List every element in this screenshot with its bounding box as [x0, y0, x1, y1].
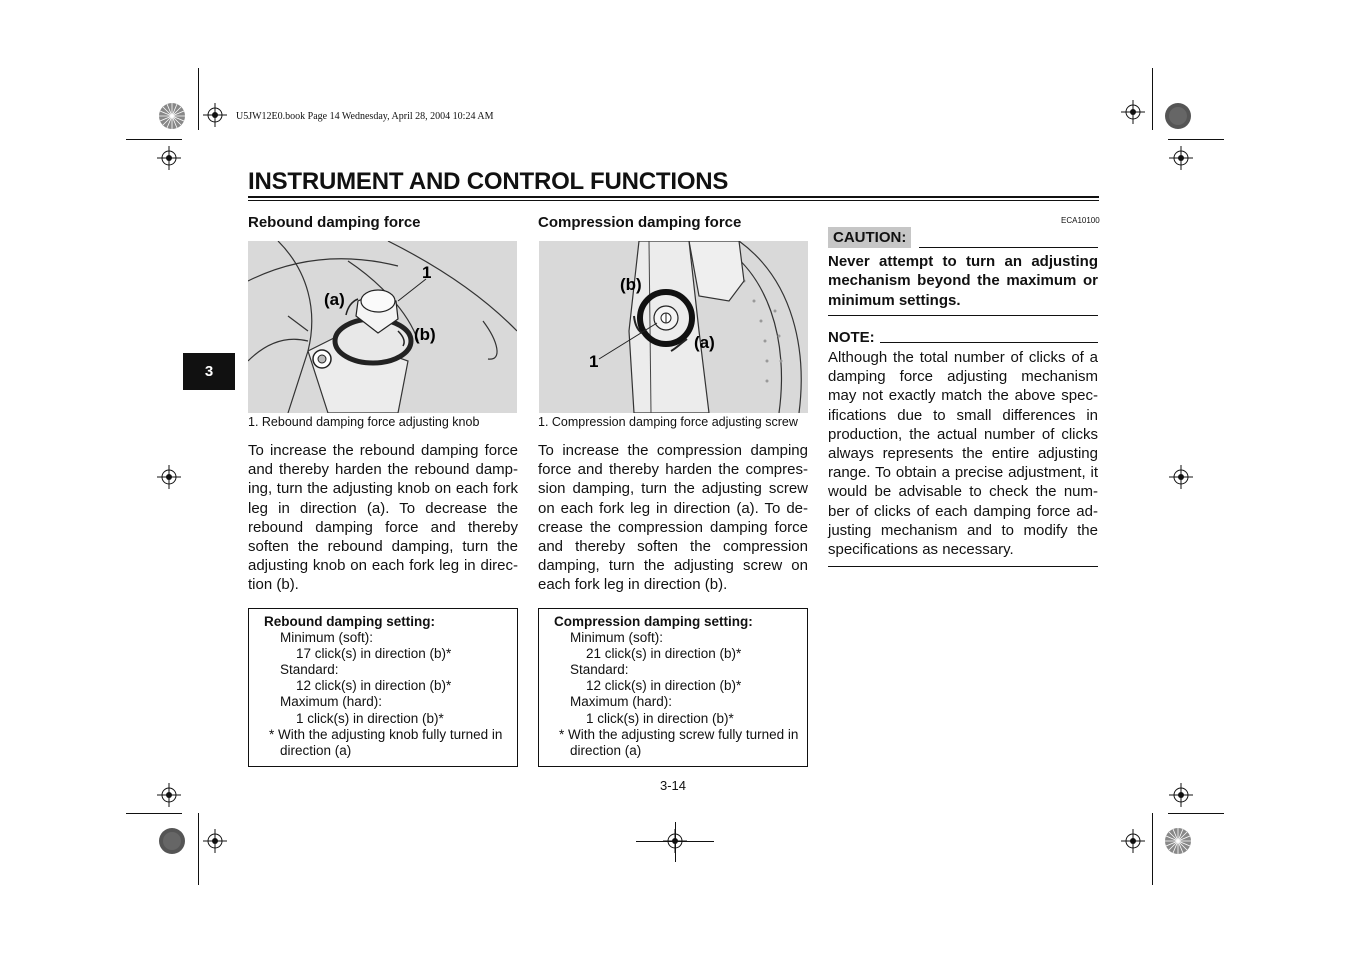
crosshair-mark-icon — [1121, 829, 1145, 853]
rebound-figure-caption: 1. Rebound damping force adjusting knob — [248, 415, 480, 429]
callout-part-1: 1 — [589, 352, 599, 371]
caution-label: CAUTION: — [828, 227, 911, 248]
compression-screw-figure — [539, 241, 808, 413]
spec-title: Compression damping setting: — [554, 614, 753, 629]
crosshair-mark-icon — [203, 829, 227, 853]
spec-maximum-label: Maximum (hard): — [280, 694, 383, 710]
spec-minimum-value: 17 click(s) in direction (b)* — [296, 646, 452, 662]
spec-footnote: * With the adjusting screw fully turned in direction (a) — [559, 726, 799, 758]
page-number: 3-14 — [660, 778, 687, 793]
rebound-knob-illustration — [248, 241, 517, 413]
registration-star-icon — [158, 102, 186, 130]
spec-standard-value: 12 click(s) in direction (b)* — [296, 678, 452, 694]
spec-title: Rebound damping setting: — [264, 614, 435, 629]
crosshair-mark-icon — [203, 103, 227, 127]
crosshair-mark-icon — [1169, 146, 1193, 170]
note-label: NOTE: — [828, 329, 875, 346]
page-title: INSTRUMENT AND CONTROL FUNCTIONS — [248, 168, 729, 195]
title-rule — [248, 196, 1099, 198]
spec-minimum-value: 21 click(s) in direction (b)* — [586, 646, 742, 662]
crosshair-mark-icon — [1169, 783, 1193, 807]
spec-minimum-label: Minimum (soft): — [280, 630, 374, 646]
callout-part-1: 1 — [422, 263, 432, 282]
crosshair-mark-icon — [157, 146, 181, 170]
spec-maximum-value: 1 click(s) in direction (b)* — [586, 710, 734, 726]
note-end-rule — [828, 566, 1098, 567]
note-rule — [880, 342, 1098, 343]
crosshair-mark-icon — [157, 783, 181, 807]
compression-screw-illustration — [539, 241, 808, 413]
compression-figure-caption: 1. Compression damping force adjusting screw — [538, 415, 798, 429]
rebound-spec-box — [248, 608, 518, 767]
callout-direction-b: (b) — [620, 275, 642, 294]
compression-spec-box — [538, 608, 808, 767]
spec-footnote: * With the adjusting knob fully turned in direction (a) — [269, 726, 503, 758]
rebound-body-text: To increase the rebound damping force and thereby harden the rebound damp-ing, turn the adjusting knob on each fork leg in direction (a). To decrease the rebound damping force and thereby soften the rebound damping, turn the adjusting knob on each fork leg in direc-tion (b). — [248, 442, 518, 594]
callout-direction-a: (a) — [324, 290, 345, 309]
compression-heading: Compression damping force — [538, 214, 742, 231]
caution-text: Never attempt to turn an adjusting mechanism beyond the maximum or minimum settings. — [828, 253, 1098, 309]
rebound-knob-figure — [248, 241, 517, 413]
crosshair-mark-icon — [157, 465, 181, 489]
callout-direction-a: (a) — [694, 333, 715, 352]
spec-standard-value: 12 click(s) in direction (b)* — [586, 678, 742, 694]
book-file-header: U5JW12E0.book Page 14 Wednesday, April 28, 2004 10:24 AM — [236, 111, 494, 122]
spec-minimum-label: Minimum (soft): — [570, 630, 664, 646]
callout-direction-b: (b) — [414, 325, 436, 344]
spec-maximum-value: 1 click(s) in direction (b)* — [296, 710, 444, 726]
crosshair-mark-icon — [1169, 465, 1193, 489]
title-rule — [248, 200, 1099, 201]
spec-standard-label: Standard: — [280, 662, 339, 678]
crosshair-mark-icon — [1121, 100, 1145, 124]
caution-rule — [919, 247, 1098, 248]
caution-code: ECA10100 — [1061, 216, 1100, 225]
spec-standard-label: Standard: — [570, 662, 629, 678]
registration-star-icon — [1164, 827, 1192, 855]
registration-gray-dot-icon — [1164, 102, 1192, 130]
rebound-heading: Rebound damping force — [248, 214, 421, 231]
compression-body-text: To increase the compression damping force and thereby harden the compres-sion damping, turn the adjusting screw on each fork leg in direction (a). To de-crease the compression damping force and thereby soften the compression damping, turn the adjusting screw on each fork leg in direction (b). — [538, 442, 808, 594]
registration-gray-dot-icon — [158, 827, 186, 855]
chapter-tab: 3 — [183, 353, 235, 390]
spec-maximum-label: Maximum (hard): — [570, 694, 673, 710]
note-text: Although the total number of clicks of a damping force adjusting mechanism may not exactly match the above spec-ifications due to small differences in production, the actual number of clicks always represents the entire adjusting range. To obtain a precise adjustment, it would be advisable to check the num-ber of clicks of each damping force ad-justing mechanism and to modify the specifications as necessary. — [828, 349, 1098, 559]
caution-end-rule — [828, 315, 1098, 316]
